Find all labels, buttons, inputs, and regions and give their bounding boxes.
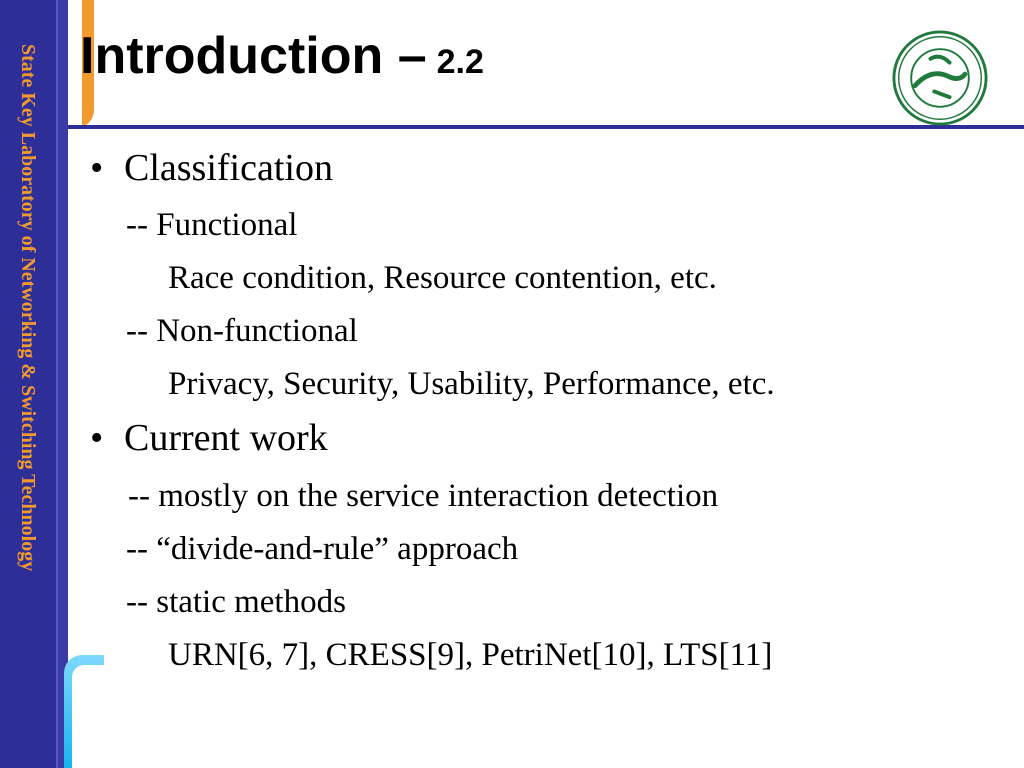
bullet-current-work: Current work xyxy=(124,417,328,459)
slide-title-main: Introduction – xyxy=(80,27,427,85)
slide-title-number: 2.2 xyxy=(436,43,484,81)
slide-title xyxy=(80,26,484,86)
bullet-marker: • xyxy=(90,147,104,189)
sidebar-stripe xyxy=(56,0,68,768)
detail-functional: Race condition, Resource contention, etc. xyxy=(168,260,717,296)
detail-non-functional: Privacy, Security, Usability, Performance, etc. xyxy=(168,366,775,402)
bottom-cyan-inner xyxy=(72,665,112,768)
sub-static-methods: -- static methods xyxy=(126,584,346,620)
sidebar-lab-name: State Key Laboratory of Networking & Switching Technology xyxy=(17,44,39,572)
sub-functional: -- Functional xyxy=(126,207,298,243)
university-seal-logo xyxy=(892,30,988,126)
detail-static-methods: URN[6, 7], CRESS[9], PetriNet[10], LTS[11] xyxy=(168,637,773,673)
bullet-marker: • xyxy=(90,417,104,459)
sub-divide-and-rule: -- “divide-and-rule” approach xyxy=(126,531,519,567)
sub-non-functional: -- Non-functional xyxy=(126,313,358,349)
sub-service-interaction: -- mostly on the service interaction detection xyxy=(128,478,719,514)
bullet-classification: Classification xyxy=(124,147,333,189)
title-divider xyxy=(68,125,1024,129)
